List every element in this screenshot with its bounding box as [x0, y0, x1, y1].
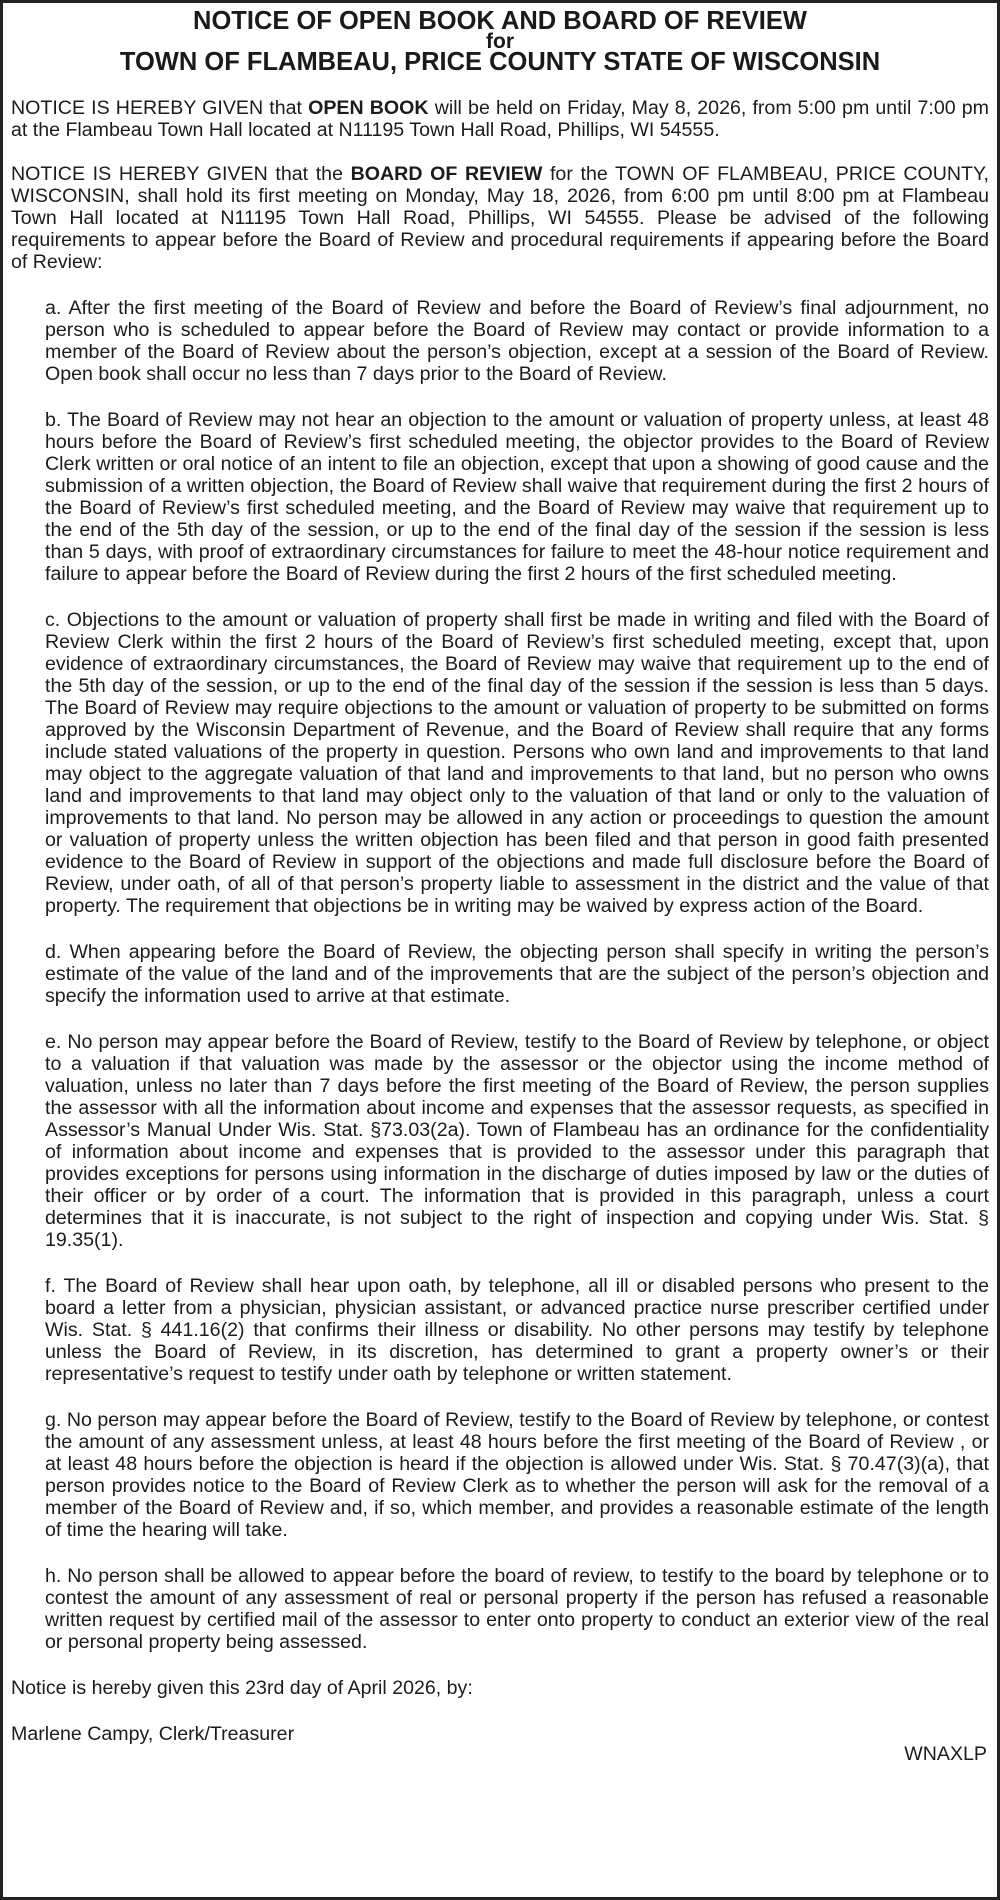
item-label: h.	[45, 1565, 62, 1587]
heading-title-line: NOTICE OF OPEN BOOK AND BOARD OF REVIEW	[193, 7, 807, 35]
requirement-item-c	[11, 609, 989, 917]
item-text: No person may appear before the Board of Review, testify to the Board of Review by telephone, or contest the amount of any assessment unless, at least 48 hours before the first meeting of the Board of Review , or at least 48 hours before the objection is heard if the objection is allowed under Wis. Stat. § 70.47(3)(a), that person provides notice to the Board of Review Clerk as to whether the person will ask for the removal of a member of the Board of Review and, if so, which member, and provides a reasonable estimate of the length of time the hearing will take.	[45, 1409, 989, 1541]
board-of-review-suffix: for the TOWN OF FLAMBEAU, PRICE COUNTY, WISCONSIN, shall hold its first meeting on Monday, May 18, 2026, from 6:00 pm until 8:00 pm at Flambeau Town Hall located at N11195 Town Hall Road, Phillips, WI 54555. Please be advised of the following requirements to appear before the Board of Review and procedural requirements if appearing before the Board of Review:	[11, 163, 989, 273]
item-text: The Board of Review shall hear upon oath, by telephone, all ill or disabled persons who present to the board a letter from a physician, physician assistant, or advanced practice nurse prescriber certified under Wis. Stat. § 441.16(2) that confirms their illness or disability. No other persons may testify by telephone unless the Board of Review, in its discretion, has determined to grant a property owner’s or their representative’s request to testify under oath by telephone or written statement.	[45, 1275, 989, 1385]
requirement-item-a	[11, 297, 989, 385]
board-of-review-bold: BOARD OF REVIEW	[350, 163, 543, 185]
item-text: When appearing before the Board of Review, the objecting person shall specify in writing the person’s estimate of the value of the land and of the improvements that are the subject of the person’s objection and specify the information used to arrive at that estimate.	[45, 941, 989, 1007]
item-label: e.	[45, 1031, 62, 1053]
open-book-bold: OPEN BOOK	[308, 97, 429, 119]
item-label: d.	[45, 941, 62, 963]
requirement-item-g	[11, 1409, 989, 1541]
heading-for-line: for	[486, 30, 514, 53]
publication-code: WNAXLP	[904, 1743, 987, 1765]
clerk-signature: Marlene Campy, Clerk/Treasurer	[11, 1723, 295, 1745]
requirement-item-b	[11, 409, 989, 585]
notice-heading	[11, 9, 989, 75]
board-of-review-notice-paragraph	[11, 163, 989, 273]
requirements-list	[11, 297, 989, 1653]
requirement-item-f	[11, 1275, 989, 1385]
item-text: The Board of Review may not hear an objection to the amount or valuation of property unless, at least 48 hours before the Board of Review’s first scheduled meeting, the objector provides to the Board of Review Clerk written or oral notice of an intent to file an objection, except that upon a showing of good cause and the submission of a written objection, the Board of Review shall waive that requirement during the first 2 hours of the Board of Review’s first scheduled meeting, and the Board of Review may waive that requirement up to the end of the 5th day of the session, or up to the end of the final day of the session if the session is less than 5 days, with proof of extraordinary circumstances for failure to meet the 48-hour notice requirement and failure to appear before the Board of Review during the first 2 hours of the first scheduled meeting.	[45, 409, 989, 585]
item-label: f.	[45, 1275, 56, 1297]
requirement-item-d	[11, 941, 989, 1007]
open-book-suffix: will be held on Friday, May 8, 2026, from 5:00 pm until 7:00 pm at the Flambeau Town Hall located at N11195 Town Hall Road, Phillips, WI 54555.	[11, 97, 989, 141]
item-text: Objections to the amount or valuation of property shall first be made in writing and filed with the Board of Review Clerk within the first 2 hours of the Board of Review’s first scheduled meeting, except that, upon evidence of extraordinary circumstances, the Board of Review may waive that requirement up to the end of the 5th day of the session, or up to the end of the final day of the session if the session is less than 5 days. The Board of Review may require objections to the amount or valuation of property to be submitted on forms approved by the Wisconsin Department of Revenue, and the Board of Review shall require that any forms include stated valuations of the property in question. Persons who own land and improvements to that land may object to the aggregate valuation of that land and improvements to that land, but no person who owns land and improvements to that land may object only to the valuation of that land or only to the valuation of improvements to that land. No person may be allowed in any action or proceedings to question the amount or valuation of property unless the written objection has been filed and that person in good faith presented evidence to the Board of Review in support of the objections and made full disclosure before the Board of Review, under oath, of all of that person’s property liable to assessment in the district and the value of that property. The requirement that objections be in writing may be waived by express action of the Board.	[45, 609, 989, 917]
notice-date-line: Notice is hereby given this 23rd day of April 2026, by:	[11, 1677, 473, 1699]
item-text: No person shall be allowed to appear before the board of review, to testify to the board by telephone or to contest the amount of any assessment of real or personal property if the person has refused a reasonable written request by certified mail of the assessor to enter onto property to conduct an exterior view of the real or personal property being assessed.	[45, 1565, 989, 1653]
item-text: No person may appear before the Board of Review, testify to the Board of Review by telephone, or object to a valuation if that valuation was made by the assessor or the objector using the income method of valuation, unless no later than 7 days before the first meeting of the Board of Review, the person supplies the assessor with all the information about income and expenses that the assessor requests, as specified in Assessor’s Manual Under Wis. Stat. §73.03(2a). Town of Flambeau has an ordinance for the confidentiality of information about income and expenses that is provided to the assessor under this paragraph that provides exceptions for persons using information in the discharge of duties imposed by law or the duties of their officer or by order of a court. The information that is provided in this paragraph, unless a court determines that it is inaccurate, is not subject to the right of inspection and copying under Wis. Stat. § 19.35(1).	[45, 1031, 989, 1251]
open-book-prefix: NOTICE IS HEREBY GIVEN that	[11, 97, 309, 119]
requirement-item-h	[11, 1565, 989, 1653]
item-label: c.	[45, 609, 61, 631]
item-label: g.	[45, 1409, 62, 1431]
item-label: a.	[45, 297, 62, 319]
item-text: After the first meeting of the Board of Review and before the Board of Review’s final adjournment, no person who is scheduled to appear before the Board of Review may contact or provide information to a member of the Board of Review about the person’s objection, except at a session of the Board of Review. Open book shall occur no less than 7 days prior to the Board of Review.	[45, 297, 989, 385]
heading-town-line: TOWN OF FLAMBEAU, PRICE COUNTY STATE OF WISCONSIN	[119, 48, 881, 76]
requirement-item-e	[11, 1031, 989, 1251]
item-label: b.	[45, 409, 62, 431]
board-of-review-prefix: NOTICE IS HEREBY GIVEN that the	[11, 163, 351, 185]
open-book-notice-paragraph	[11, 97, 989, 141]
